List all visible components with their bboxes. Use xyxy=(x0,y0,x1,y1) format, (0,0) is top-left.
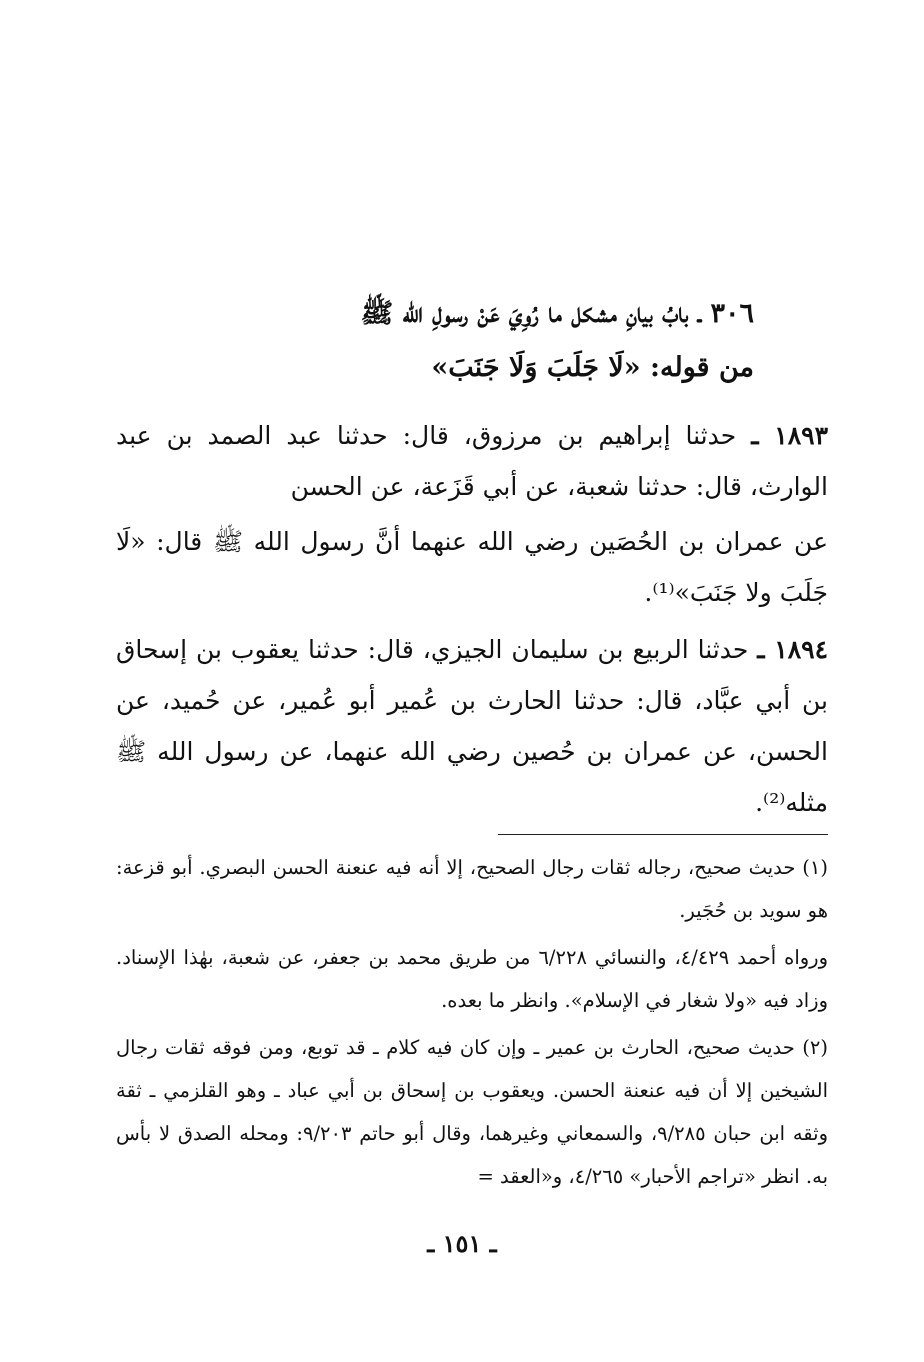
chapter-subtitle: من قوله: «لَا جَلَبَ وَلَا جَنَبَ» xyxy=(431,352,754,383)
hadith-isnad-text: حدثنا إبراهيم بن مرزوق، قال: حدثنا عبد الصمد بن عبد الوارث، قال: حدثنا شعبة، عن أبي قَزَعة، عن الحسن xyxy=(116,421,828,501)
chapter-title: ٣٠٦ ـ بابُ بيانِ مشكل ما رُوِيَ عَنْ رسولِ الله ﷺ xyxy=(360,298,754,329)
page-number: ـ ١٥١ ـ xyxy=(427,1229,497,1258)
hadith-text: حدثنا الربيع بن سليمان الجيزي، قال: حدثنا يعقوب بن إسحاق بن أبي عبَّاد، قال: حدثنا الحارث بن عُمير أبو عُمير، عن حُميد، عن الحسن، عن عمران بن حُصين رضي الله عنهما، عن رسول الله ﷺ مثله⁽²⁾. xyxy=(116,635,828,817)
hadith-number: ١٨٩٣ ـ xyxy=(751,421,829,450)
hadith-number: ١٨٩٤ ـ xyxy=(757,635,828,664)
hadith-1894 xyxy=(116,624,828,828)
footnote-separator xyxy=(498,834,828,835)
footnote-1-continuation: ورواه أحمد ٤/٤٢٩، والنسائي ٦/٢٢٨ من طريق محمد بن جعفر، عن شعبة، بهٰذا الإسناد. وزاد فيه «ولا شغار في الإسلام». وانظر ما بعده. xyxy=(116,946,829,1012)
footnote-2: (٢) حديث صحيح، الحارث بن عمير ـ وإن كان فيه كلام ـ قد توبع، ومن فوقه ثقات رجال الشيخين إلا أن فيه عنعنة الحسن. ويعقوب بن إسحاق بن أبي عباد ـ وهو القلزمي ـ ثقة وثقه ابن حبان ٩/٢٨٥، والسمعاني وغيرهما، وقال أبو حاتم ٩/٢٠٣: ومحله الصدق لا بأس به. انظر «تراجم الأحبار» ٤/٢٦٥، و«العقد = xyxy=(116,1036,828,1188)
hadith-1893-isnad xyxy=(116,410,828,512)
hadith-1893-matn: عن عمران بن الحُصَين رضي الله عنهما أنَّ رسول الله ﷺ قال: «لَا جَلَبَ ولا جَنَبَ»⁽¹⁾. xyxy=(116,527,828,607)
footnote-1: (١) حديث صحيح، رجاله ثقات رجال الصحيح، إلا أنه فيه عنعنة الحسن البصري. أبو قزعة: هو سويد بن حُجَير. xyxy=(116,856,828,922)
